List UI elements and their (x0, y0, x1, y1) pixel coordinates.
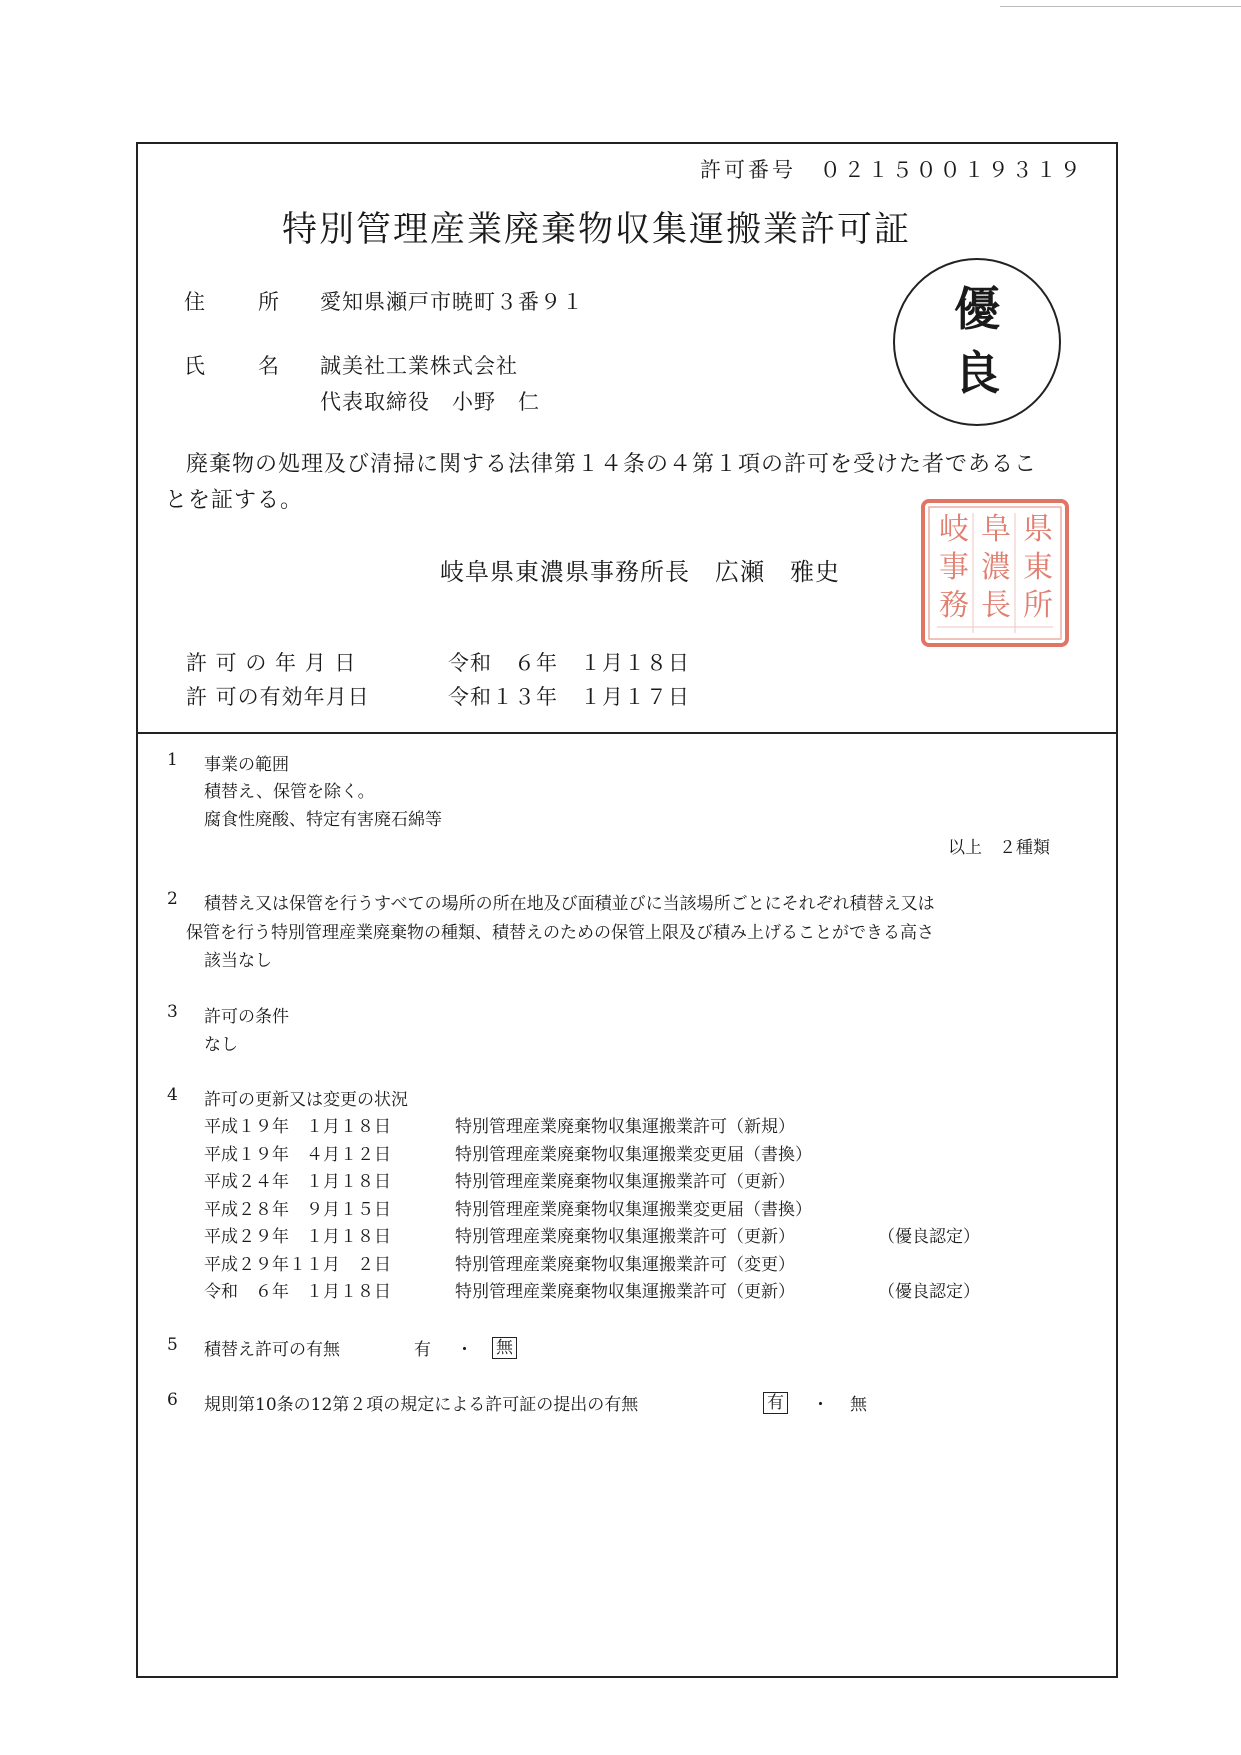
section-divider (136, 732, 1118, 734)
section-4-heading: 許可の更新又は変更の状況 (204, 1090, 408, 1110)
svg-text:県: 県 (1023, 512, 1053, 547)
name-label-1: 氏 (184, 354, 205, 378)
permit-number-value: ０２１５００１９３１９ (819, 158, 1084, 182)
section-5-number: 5 (167, 1335, 178, 1355)
history-row-desc: 特別管理産業廃棄物収集運搬業許可（変更） (455, 1255, 795, 1275)
yuryo-char-2: 良 (954, 346, 1000, 400)
section-5-label: 積替え許可の有無 (204, 1340, 340, 1360)
company-name: 誠美社工業株式会社 (320, 354, 518, 378)
section-3-line-1: なし (204, 1035, 238, 1055)
history-row-date: 平成１９年 １月１８日 (204, 1117, 391, 1137)
history-row-desc: 特別管理産業廃棄物収集運搬業許可（更新） (455, 1282, 795, 1302)
official-seal-stamp (919, 497, 1071, 649)
statement-line-2: とを証する。 (165, 488, 304, 513)
section-2-line-2: 保管を行う特別管理産業廃棄物の種類、積替えのための保管上限及び積み上げることができる高さ (186, 923, 934, 943)
section-5-option-no-selected (492, 1333, 517, 1358)
history-row-note: （優良認定） (878, 1282, 980, 1302)
section-3-heading: 許可の条件 (204, 1007, 289, 1027)
address-value: 愛知県瀬戸市暁町３番９１ (320, 290, 584, 314)
history-row-note: （優良認定） (878, 1227, 980, 1247)
permit-date-value: 令和 ６年 １月１８日 (448, 651, 690, 675)
permit-date-label: 許 可 の 年 月 日 (186, 651, 357, 675)
section-6-label: 規則第10条の12第２項の規定による許可証の提出の有無 (204, 1395, 639, 1415)
section-1-summary: 以上 ２種類 (948, 838, 1050, 858)
issuer-name: 岐阜県東濃県事務所長 広瀬 雅史 (440, 558, 840, 586)
section-1-line-2: 腐食性廃酸、特定有害廃石綿等 (204, 810, 442, 830)
section-6-option-yes-selected (763, 1388, 788, 1413)
svg-text:阜: 阜 (981, 512, 1011, 547)
address-label-1: 住 (184, 290, 205, 314)
section-3-number: 3 (167, 1002, 178, 1022)
section-4-number: 4 (167, 1085, 178, 1105)
history-row-date: 平成２９年１１月 ２日 (204, 1255, 391, 1275)
history-row-date: 平成２８年 ９月１５日 (204, 1200, 391, 1220)
svg-text:務: 務 (939, 588, 969, 623)
history-row-date: 平成１９年 ４月１２日 (204, 1145, 391, 1165)
permit-number-label: 許可番号 (700, 158, 796, 182)
statement-line-1: 廃棄物の処理及び清掃に関する法律第１４条の４第１項の許可を受けた者であるこ (186, 452, 1038, 477)
section-1-heading: 事業の範囲 (204, 755, 289, 775)
yuryo-char-1: 優 (954, 282, 1000, 336)
section-1-line-1: 積替え、保管を除く。 (204, 782, 375, 802)
svg-text:長: 長 (981, 588, 1011, 623)
svg-text:東: 東 (1023, 550, 1053, 585)
history-row-desc: 特別管理産業廃棄物収集運搬業許可（新規） (455, 1117, 795, 1137)
permit-number (700, 154, 1084, 184)
section-1-number: 1 (167, 750, 178, 770)
history-row-date: 平成２４年 １月１８日 (204, 1172, 391, 1192)
yuryo-badge (893, 258, 1061, 426)
section-6-option-no: 無 (850, 1395, 867, 1415)
svg-text:岐: 岐 (939, 512, 969, 547)
history-row-date: 平成２９年 １月１８日 (204, 1227, 391, 1247)
scan-edge-line (1000, 6, 1241, 7)
section-6-number: 6 (167, 1390, 178, 1410)
selected-option-box: 無 (492, 1337, 517, 1359)
svg-text:事: 事 (939, 550, 969, 585)
representative-name: 代表取締役 小野 仁 (320, 390, 540, 414)
section-5-option-yes: 有 (414, 1340, 431, 1360)
section-5-separator: ・ (456, 1340, 473, 1360)
selected-option-box: 有 (763, 1392, 788, 1414)
section-2-line-3: 該当なし (204, 951, 272, 971)
history-row-desc: 特別管理産業廃棄物収集運搬業変更届（書換） (455, 1200, 812, 1220)
name-label-2: 名 (258, 354, 279, 378)
certificate-title: 特別管理産業廃棄物収集運搬業許可証 (282, 210, 912, 250)
address-label-2: 所 (258, 290, 279, 314)
history-row-desc: 特別管理産業廃棄物収集運搬業許可（更新） (455, 1172, 795, 1192)
history-row-desc: 特別管理産業廃棄物収集運搬業変更届（書換） (455, 1145, 812, 1165)
expiry-date-value: 令和１３年 １月１７日 (448, 685, 690, 709)
expiry-date-label: 許 可の有効年月日 (186, 685, 370, 709)
section-6-separator: ・ (812, 1395, 829, 1415)
history-row-desc: 特別管理産業廃棄物収集運搬業許可（更新） (455, 1227, 795, 1247)
svg-text:所: 所 (1023, 588, 1053, 623)
history-row-date: 令和 ６年 １月１８日 (204, 1282, 391, 1302)
section-2-line-1: 積替え又は保管を行うすべての場所の所在地及び面積並びに当該場所ごとにそれぞれ積替え又は (204, 894, 935, 914)
section-2-number: 2 (167, 889, 178, 909)
svg-text:濃: 濃 (981, 550, 1011, 585)
